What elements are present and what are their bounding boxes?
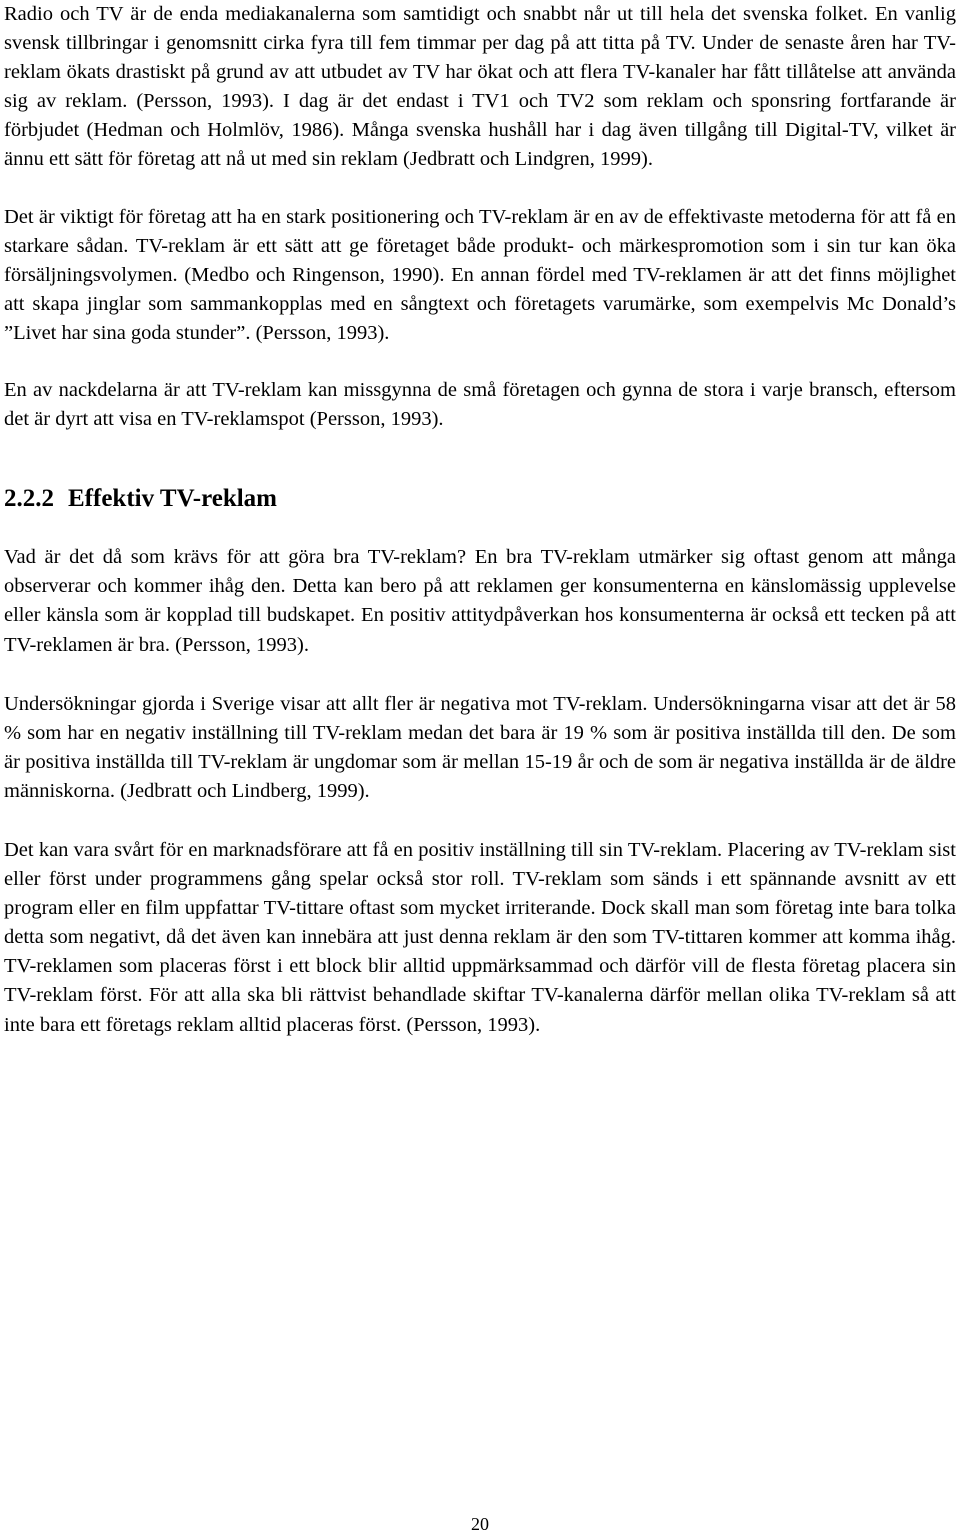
paragraph-placement: Det kan vara svårt för en marknadsförare att få en positiv inställning till sin TV-reklam. Placering av TV-reklam sist eller först under programmens gång spelar också stor roll. TV-reklam som sänds i ett spännande avsnitt av ett program eller en film uppfattar TV-tittare oftast som mycket irriterande. Dock skall man som företag inte bara tolka detta som negativt, då det även kan innebära att just denna reklam är den som TV-tittaren kommer att komma ihåg. TV-reklamen som placeras först i ett block blir alltid uppmärksammad och därför vill de flesta företag placera sin TV-reklam först. För att alla ska bli rättvist behandlade skiftar TV-kanalerna därför mellan olika TV-reklam så att inte bara ett företags reklam alltid placeras först. (Persson, 1993). <box>4 838 956 1036</box>
paragraph-spacer <box>4 175 956 203</box>
section-number: 2.2.2 <box>4 485 54 513</box>
paragraph-spacer <box>4 434 956 483</box>
paragraph-positioning: Det är viktigt för företag att ha en stark positionering och TV-reklam är en av de effektivaste metoderna för att få en starkare sådan. TV-reklam är ett sätt att ge företaget både produkt- och märkespromotion som i sin tur kan öka försäljningsvolymen. (Medbo och Ringenson, 1990). En annan fördel med TV-reklamen är att det finns möjlighet att skapa jinglar som sammankopplas med en sångtext och företagets varumärke, som exempelvis Mc Donald’s ”Livet har sina goda stunder”. (Persson, 1993). <box>4 205 956 344</box>
section-title: Effektiv TV-reklam <box>68 485 278 513</box>
paragraph-media-channels: Radio och TV är de enda mediakanalerna som samtidigt och snabbt når ut till hela det svenska folket. En vanlig svensk tillbringar i genomsnitt cirka fyra till fem timmar per dag på att titta på TV. Under de senaste åren har TV-reklam ökats drastiskt på grund av att utbudet av TV har ökat och att flera TV-kanaler har fått tillåtelse att använda sig av reklam. (Persson, 1993). I dag är det endast i TV1 och TV2 som reklam och sponsring fortfarande är förbjudet (Hedman och Holmlöv, 1986). Många svenska hushåll har i dag även tillgång till Digital-TV, vilket är ännu ett sätt för företag att nå ut med sin reklam (Jedbratt och Lindgren, 1999). <box>4 3 956 171</box>
paragraph-good-advertising: Vad är det då som krävs för att göra bra TV-reklam? En bra TV-reklam utmärker sig oftast genom att många observerar och kommer ihåg den. Detta kan bero på att reklamen ger konsumenterna en känslomässig upplevelse eller känsla som är kopplad till budskapet. En positiv attitydpåverkan hos konsumenterna är också ett tecken på att TV-reklamen är bra. (Persson, 1993). <box>4 546 956 656</box>
section-heading <box>4 483 956 515</box>
paragraph-spacer <box>4 515 956 543</box>
page-number: 20 <box>471 1514 489 1534</box>
paragraph-surveys: Undersökningar gjorda i Sverige visar att allt fler är negativa mot TV-reklam. Undersökningarna visar att det är 58 % som har en negativ inställning till TV-reklam medan det bara är 19 % som är positiva inställda till den. De som är positiva inställda till TV-reklam är ungdomar som är mellan 15-19 år och de som är negativa inställda är de äldre människorna. (Jedbratt och Lindberg, 1999). <box>4 692 956 802</box>
paragraph-disadvantages: En av nackdelarna är att TV-reklam kan missgynna de små företagen och gynna de stora i varje bransch, eftersom det är dyrt att visa en TV-reklamspot (Persson, 1993). <box>4 379 956 431</box>
paragraph-spacer <box>4 806 956 836</box>
document-body <box>4 0 956 1040</box>
paragraph-spacer <box>4 660 956 690</box>
paragraph-spacer <box>4 348 956 376</box>
